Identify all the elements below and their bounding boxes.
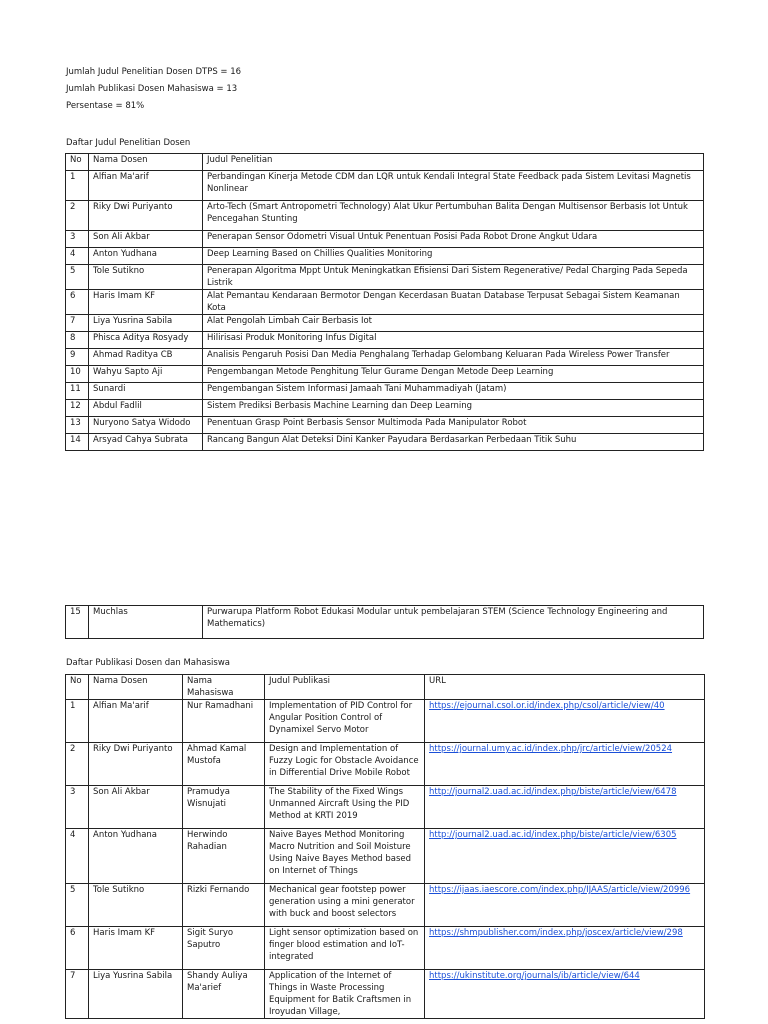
table-row xyxy=(66,434,704,451)
row-judul-publikasi: Implementation of PID Control for Angular Position Control of Dynamixel Servo Motor xyxy=(265,700,425,743)
row-nama-dosen: Riky Dwi Puriyanto xyxy=(89,201,203,231)
row-nama-dosen: Haris Imam KF xyxy=(89,927,183,970)
row-judul-penelitian: Penerapan Sensor Odometri Visual Untuk Penentuan Posisi Pada Robot Drone Angkut Udara xyxy=(203,231,704,248)
publication-url-link[interactable]: https://ejournal.csol.or.id/index.php/csol/article/view/40 xyxy=(429,701,665,711)
research-table xyxy=(65,153,704,451)
row-nama-dosen: Arsyad Cahya Subrata xyxy=(89,434,203,451)
publication-url-link[interactable]: https://shmpublisher.com/index.php/joscex/article/view/298 xyxy=(429,928,683,938)
col-header-no: No xyxy=(66,154,89,171)
row-judul-penelitian: Penerapan Algoritma Mppt Untuk Meningkatkan Efisiensi Dari Sistem Regenerative/ Pedal Charging Pada Sepeda Listrik xyxy=(203,265,704,290)
summary-publication-count: Jumlah Publikasi Dosen Mahasiswa = 13 xyxy=(66,84,238,94)
row-nama-dosen: Haris Imam KF xyxy=(89,290,203,315)
row-judul-penelitian: Analisis Pengaruh Posisi Dan Media Penghalang Terhadap Gelombang Keluaran Pada Wireless Power Transfer xyxy=(203,349,704,366)
row-nama-dosen: Muchlas xyxy=(89,606,203,639)
row-judul-penelitian: Alat Pengolah Limbah Cair Berbasis Iot xyxy=(203,315,704,332)
table-row xyxy=(66,315,704,332)
row-nama-dosen: Alfian Ma'arif xyxy=(89,171,203,201)
publication-url-link[interactable]: https://ijaas.iaescore.com/index.php/IJAAS/article/view/20996 xyxy=(429,885,691,895)
row-no: 10 xyxy=(66,366,89,383)
row-judul-publikasi: Light sensor optimization based on finger blood estimation and IoT-integrated xyxy=(265,927,425,970)
row-no: 13 xyxy=(66,417,89,434)
col-header-url: URL xyxy=(425,675,705,700)
row-nama-dosen: Riky Dwi Puriyanto xyxy=(89,743,183,786)
publications-heading: Daftar Publikasi Dosen dan Mahasiswa xyxy=(66,658,230,668)
row-nama-dosen: Ahmad Raditya CB xyxy=(89,349,203,366)
row-no: 2 xyxy=(66,201,89,231)
table-row xyxy=(66,417,704,434)
row-judul-penelitian: Alat Pemantau Kendaraan Bermotor Dengan Kecerdasan Buatan Database Terpusat Sebagai Sistem Keamanan Kota xyxy=(203,290,704,315)
research-table-continued xyxy=(65,605,704,639)
row-nama-mahasiswa: Nur Ramadhani xyxy=(183,700,265,743)
row-url-cell xyxy=(425,884,705,927)
row-nama-mahasiswa: Ahmad Kamal Mustofa xyxy=(183,743,265,786)
summary-research-count: Jumlah Judul Penelitian Dosen DTPS = 16 xyxy=(66,67,242,77)
row-no: 7 xyxy=(66,970,89,1019)
row-url-cell xyxy=(425,743,705,786)
research-table-header xyxy=(66,154,704,171)
publication-url-link[interactable]: http://journal2.uad.ac.id/index.php/biste/article/view/6305 xyxy=(429,830,677,840)
row-nama-dosen: Sunardi xyxy=(89,383,203,400)
row-no: 15 xyxy=(66,606,89,639)
table-row xyxy=(66,231,704,248)
row-nama-dosen: Alfian Ma'arif xyxy=(89,700,183,743)
publication-url-link[interactable]: http://journal2.uad.ac.id/index.php/biste/article/view/6478 xyxy=(429,787,677,797)
row-nama-dosen: Abdul Fadlil xyxy=(89,400,203,417)
table-row xyxy=(66,829,705,884)
row-nama-dosen: Nuryono Satya Widodo xyxy=(89,417,203,434)
row-judul-publikasi: The Stability of the Fixed Wings Unmanned Aircraft Using the PID Method at KRTI 2019 xyxy=(265,786,425,829)
row-nama-dosen: Wahyu Sapto Aji xyxy=(89,366,203,383)
table-row xyxy=(66,884,705,927)
col-header-nama-mahasiswa: Nama Mahasiswa xyxy=(183,675,265,700)
row-nama-dosen: Liya Yusrina Sabila xyxy=(89,970,183,1019)
row-url-cell xyxy=(425,970,705,1019)
row-no: 5 xyxy=(66,265,89,290)
row-no: 11 xyxy=(66,383,89,400)
table-row xyxy=(66,248,704,265)
table-row xyxy=(66,383,704,400)
table-row xyxy=(66,366,704,383)
col-header-nama-dosen: Nama Dosen xyxy=(89,675,183,700)
row-judul-publikasi: Application of the Internet of Things in Waste Processing Equipment for Batik Craftsmen in Iroyudan Village, xyxy=(265,970,425,1019)
row-nama-dosen: Anton Yudhana xyxy=(89,248,203,265)
row-nama-mahasiswa: Pramudya Wisnujati xyxy=(183,786,265,829)
row-nama-dosen: Son Ali Akbar xyxy=(89,786,183,829)
publications-table xyxy=(65,674,705,1019)
row-no: 3 xyxy=(66,786,89,829)
row-judul-publikasi: Mechanical gear footstep power generation using a mini generator with buck and boost selectors xyxy=(265,884,425,927)
row-url-cell xyxy=(425,700,705,743)
summary-percentage: Persentase = 81% xyxy=(66,101,145,111)
col-header-judul-publikasi: Judul Publikasi xyxy=(265,675,425,700)
row-no: 12 xyxy=(66,400,89,417)
publication-url-link[interactable]: https://ukinstitute.org/journals/ib/article/view/644 xyxy=(429,971,640,981)
table-row xyxy=(66,606,704,639)
row-nama-mahasiswa: Shandy Auliya Ma'arief xyxy=(183,970,265,1019)
row-nama-dosen: Tole Sutikno xyxy=(89,884,183,927)
row-no: 1 xyxy=(66,700,89,743)
row-nama-mahasiswa: Rizki Fernando xyxy=(183,884,265,927)
table-row xyxy=(66,743,705,786)
row-no: 4 xyxy=(66,248,89,265)
table-row xyxy=(66,786,705,829)
research-heading: Daftar Judul Penelitian Dosen xyxy=(66,138,191,148)
row-no: 3 xyxy=(66,231,89,248)
row-judul-penelitian: Sistem Prediksi Berbasis Machine Learning dan Deep Learning xyxy=(203,400,704,417)
publication-url-link[interactable]: https://journal.umy.ac.id/index.php/jrc/article/view/20524 xyxy=(429,744,673,754)
row-no: 14 xyxy=(66,434,89,451)
row-nama-dosen: Anton Yudhana xyxy=(89,829,183,884)
row-no: 5 xyxy=(66,884,89,927)
row-judul-penelitian: Purwarupa Platform Robot Edukasi Modular untuk pembelajaran STEM (Science Technology Engineering and Mathematics) xyxy=(203,606,704,639)
publications-table-header xyxy=(66,675,705,700)
row-nama-dosen: Phisca Aditya Rosyady xyxy=(89,332,203,349)
table-row xyxy=(66,332,704,349)
col-header-judul-penelitian: Judul Penelitian xyxy=(203,154,704,171)
row-judul-penelitian: Pengembangan Metode Penghitung Telur Gurame Dengan Metode Deep Learning xyxy=(203,366,704,383)
row-judul-penelitian: Perbandingan Kinerja Metode CDM dan LQR untuk Kendali Integral State Feedback pada Sistem Levitasi Magnetis Nonlinear xyxy=(203,171,704,201)
row-no: 4 xyxy=(66,829,89,884)
col-header-nama-dosen: Nama Dosen xyxy=(89,154,203,171)
row-judul-penelitian: Deep Learning Based on Chillies Qualities Monitoring xyxy=(203,248,704,265)
row-no: 1 xyxy=(66,171,89,201)
row-url-cell xyxy=(425,927,705,970)
table-row xyxy=(66,290,704,315)
row-nama-dosen: Tole Sutikno xyxy=(89,265,203,290)
row-url-cell xyxy=(425,786,705,829)
col-header-no: No xyxy=(66,675,89,700)
table-row xyxy=(66,927,705,970)
table-row xyxy=(66,201,704,231)
row-nama-mahasiswa: Sigit Suryo Saputro xyxy=(183,927,265,970)
row-nama-dosen: Liya Yusrina Sabila xyxy=(89,315,203,332)
row-no: 6 xyxy=(66,927,89,970)
row-nama-dosen: Son Ali Akbar xyxy=(89,231,203,248)
table-row xyxy=(66,400,704,417)
row-judul-penelitian: Arto-Tech (Smart Antropometri Technology) Alat Ukur Pertumbuhan Balita Dengan Multisensor Berbasis Iot Untuk Pencegahan Stunting xyxy=(203,201,704,231)
row-judul-penelitian: Rancang Bangun Alat Deteksi Dini Kanker Payudara Berdasarkan Perbedaan Titik Suhu xyxy=(203,434,704,451)
row-url-cell xyxy=(425,829,705,884)
table-row xyxy=(66,700,705,743)
row-judul-publikasi: Design and Implementation of Fuzzy Logic for Obstacle Avoidance in Differential Drive Mobile Robot xyxy=(265,743,425,786)
table-row xyxy=(66,171,704,201)
row-nama-mahasiswa: Herwindo Rahadian xyxy=(183,829,265,884)
row-no: 8 xyxy=(66,332,89,349)
row-judul-penelitian: Pengembangan Sistem Informasi Jamaah Tani Muhammadiyah (Jatam) xyxy=(203,383,704,400)
row-no: 9 xyxy=(66,349,89,366)
table-row xyxy=(66,265,704,290)
row-judul-penelitian: Hilirisasi Produk Monitoring Infus Digital xyxy=(203,332,704,349)
table-row xyxy=(66,970,705,1019)
table-row xyxy=(66,349,704,366)
row-no: 6 xyxy=(66,290,89,315)
row-judul-publikasi: Naive Bayes Method Monitoring Macro Nutrition and Soil Moisture Using Naive Bayes Method based on Internet of Things xyxy=(265,829,425,884)
row-judul-penelitian: Penentuan Grasp Point Berbasis Sensor Multimoda Pada Manipulator Robot xyxy=(203,417,704,434)
row-no: 2 xyxy=(66,743,89,786)
row-no: 7 xyxy=(66,315,89,332)
